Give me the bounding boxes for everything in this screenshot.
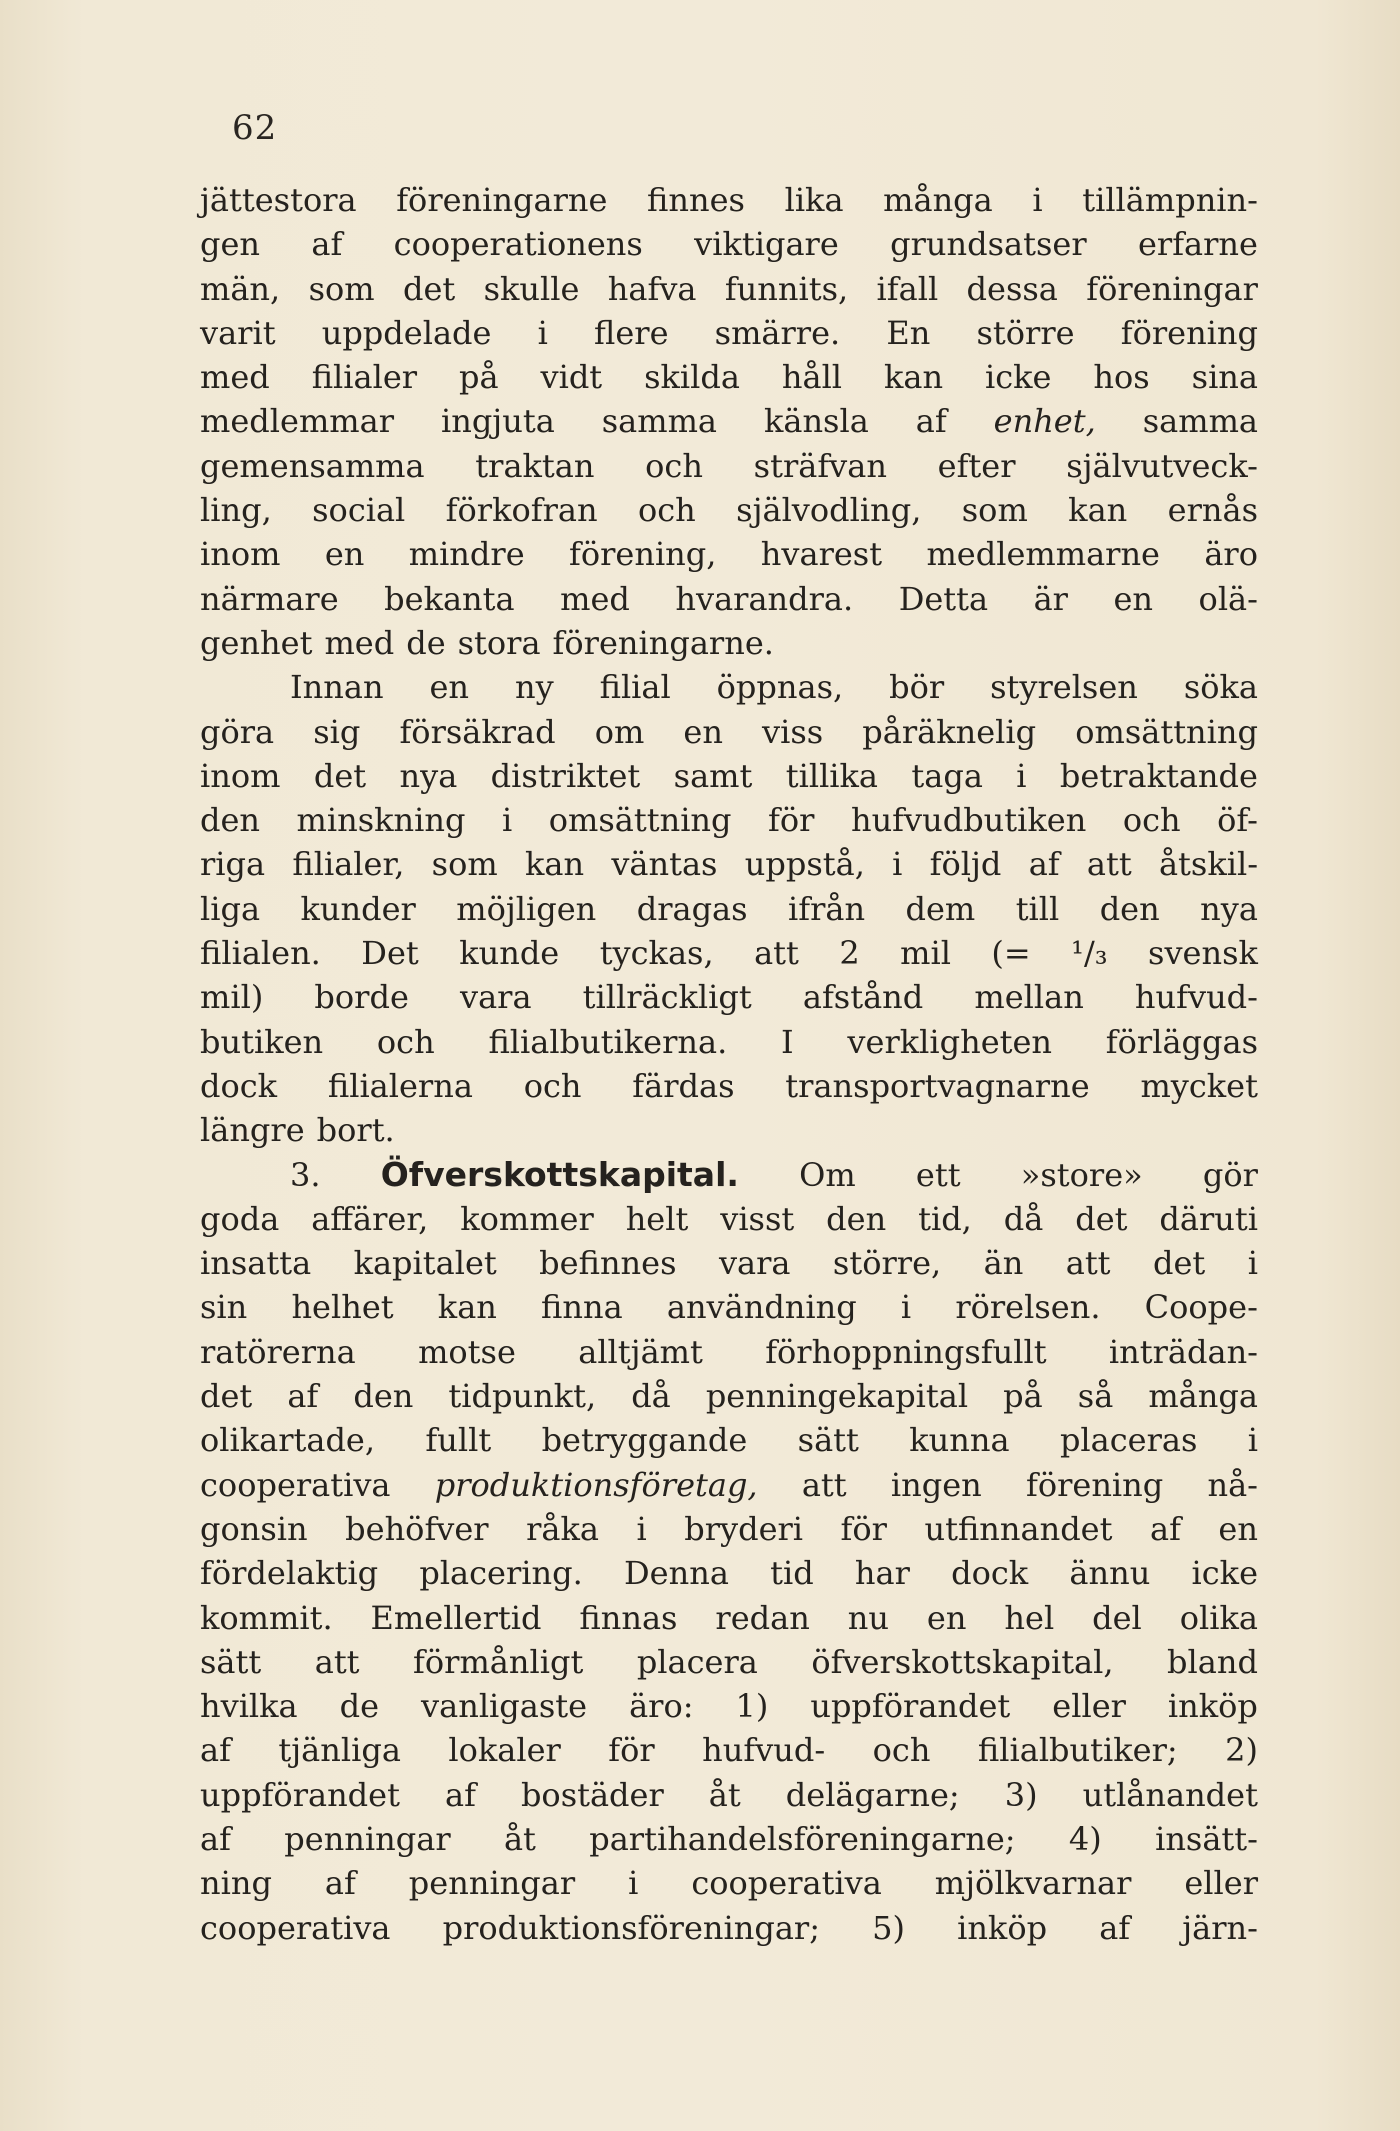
- text-line: af penningar åt partihandelsföreningarne; 4) insätt-: [200, 1819, 1258, 1858]
- body-text: [200, 178, 1258, 1950]
- text-line: Innan en ny filial öppnas, bör styrelsen söka: [290, 668, 1258, 707]
- text-line: cooperativa produktionsföretag, att ingen förening nå-: [200, 1465, 1258, 1504]
- text-line: dock filialerna och färdas transportvagnarne mycket: [200, 1066, 1258, 1105]
- text-line: ling, social förkofran och självodling, som kan ernås: [200, 491, 1258, 530]
- text-line: göra sig försäkrad om en viss påräknelig omsättning: [200, 712, 1258, 751]
- text-line: medlemmar ingjuta samma känsla af enhet, samma: [200, 402, 1258, 441]
- text-line: riga filialer, som kan väntas uppstå, i följd af att åtskil-: [200, 845, 1258, 884]
- text-line: män, som det skulle hafva funnits, ifall dessa föreningar: [200, 269, 1258, 308]
- text-line: längre bort.: [200, 1111, 395, 1150]
- text-line: filialen. Det kunde tyckas, att 2 mil (= ¹/₃ svensk: [200, 934, 1258, 973]
- text-line: ratörerna motse alltjämt förhoppningsfullt inträdan-: [200, 1332, 1258, 1371]
- text-line: liga kunder möjligen dragas ifrån dem till den nya: [200, 889, 1258, 928]
- text-line: jättestora föreningarne finnes lika många i tillämpnin-: [200, 181, 1258, 219]
- text-line: sin helhet kan finna användning i rörelsen. Coope-: [200, 1288, 1258, 1327]
- text-line: kommit. Emellertid finnas redan nu en hel del olika: [200, 1598, 1258, 1637]
- text-line: af tjänliga lokaler för hufvud- och filialbutiker; 2): [200, 1731, 1258, 1770]
- text-line: varit uppdelade i flere smärre. En större förening: [200, 313, 1258, 352]
- text-line: den minskning i omsättning för hufvudbutiken och öf-: [200, 801, 1258, 840]
- text-line: ning af penningar i cooperativa mjölkvarnar eller: [200, 1864, 1258, 1903]
- text-line: olikartade, fullt betryggande sätt kunna placeras i: [200, 1421, 1258, 1460]
- text-line: gen af cooperationens viktigare grundsatser erfarne: [200, 225, 1258, 264]
- text-line: insatta kapitalet befinnes vara större, än att det i: [200, 1244, 1258, 1283]
- text-line: fördelaktig placering. Denna tid har dock ännu icke: [200, 1554, 1258, 1593]
- text-line: gemensamma traktan och sträfvan efter självutveck-: [200, 446, 1258, 485]
- text-line: butiken och filialbutikerna. I verkligheten förläggas: [200, 1022, 1258, 1061]
- section-heading-line: 3. Öfverskottskapital. Om ett »store» gör: [290, 1154, 1258, 1194]
- text-line: goda affärer, kommer helt visst den tid, då det däruti: [200, 1199, 1258, 1238]
- text-line: mil) borde vara tillräckligt afstånd mellan hufvud-: [200, 978, 1258, 1017]
- page-number: 62: [232, 108, 278, 148]
- text-line: sätt att förmånligt placera öfverskottskapital, bland: [200, 1642, 1258, 1681]
- text-line: gonsin behöfver råka i bryderi för utfinnandet af en: [200, 1509, 1258, 1548]
- text-line: hvilka de vanligaste äro: 1) uppförandet eller inköp: [200, 1687, 1258, 1726]
- text-line: inom en mindre förening, hvarest medlemmarne äro: [200, 535, 1258, 574]
- text-line: uppförandet af bostäder åt delägarne; 3) utlånandet: [200, 1775, 1258, 1814]
- text-line: cooperativa produktionsföreningar; 5) inköp af järn-: [200, 1908, 1258, 1947]
- text-line: inom det nya distriktet samt tillika taga i betraktande: [200, 756, 1258, 795]
- text-line: det af den tidpunkt, då penningekapital på så många: [200, 1377, 1258, 1416]
- text-line: genhet med de stora föreningarne.: [200, 623, 774, 662]
- text-line: närmare bekanta med hvarandra. Detta är en olä-: [200, 579, 1258, 618]
- text-line: med filialer på vidt skilda håll kan icke hos sina: [200, 358, 1258, 397]
